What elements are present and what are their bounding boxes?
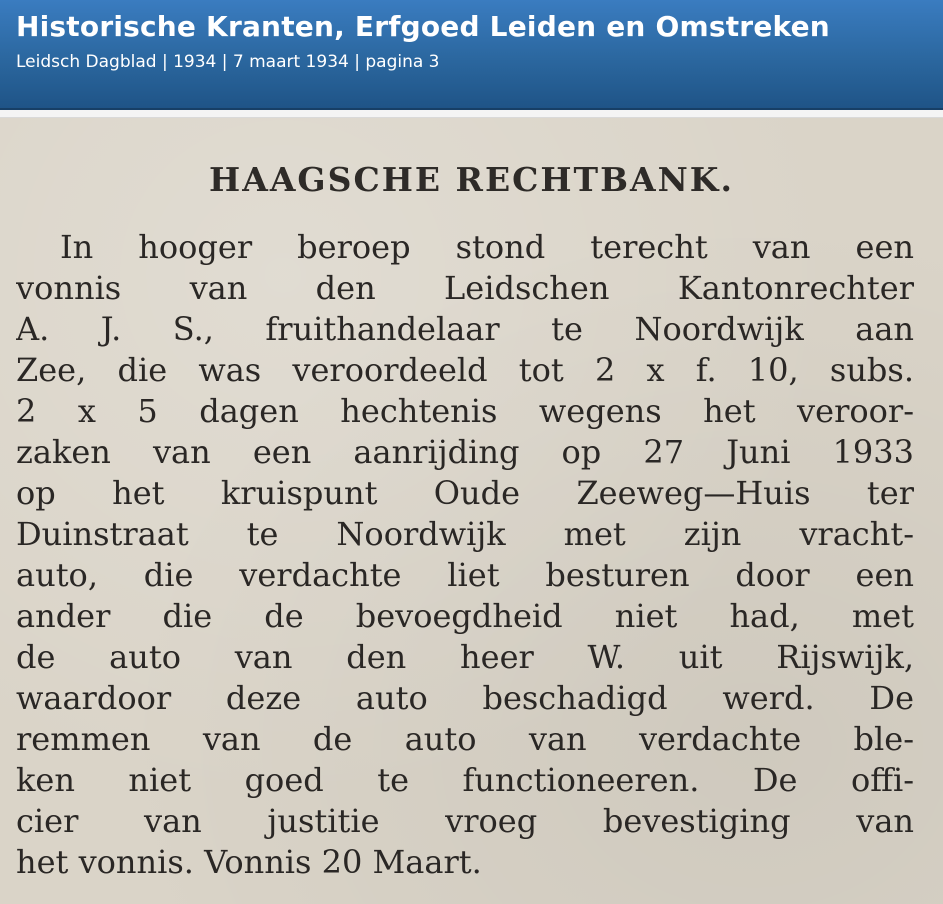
article-line: In hooger beroep stond terecht van een: [60, 228, 914, 266]
header-divider: [0, 110, 943, 118]
article-line: waardoor deze auto beschadigd werd. De: [16, 679, 914, 717]
article-line: A. J. S., fruithandelaar te Noordwijk aan: [16, 310, 914, 348]
article-line: ander die de bevoegdheid niet had, met: [16, 597, 914, 635]
article-body: [16, 227, 914, 883]
article-line: auto, die verdachte liet besturen door een: [16, 556, 914, 594]
article-line: op het kruispunt Oude Zeeweg—Huis ter: [16, 474, 914, 512]
article-line: zaken van een aanrijding op 27 Juni 1933: [16, 433, 914, 471]
article-line: de auto van den heer W. uit Rijswijk,: [16, 638, 914, 676]
article-heading: HAAGSCHE RECHTBANK.: [209, 160, 734, 199]
site-header: [0, 0, 943, 110]
article-line: ken niet goed te functioneeren. De offi-: [16, 761, 914, 799]
article-line: 2 x 5 dagen hechtenis wegens het veroor-: [16, 392, 914, 430]
article-line: remmen van de auto van verdachte ble-: [16, 720, 914, 758]
article-line: Duinstraat te Noordwijk met zijn vracht-: [16, 515, 914, 553]
site-title[interactable]: Historische Kranten, Erfgoed Leiden en Omstreken: [16, 10, 830, 43]
article-line: Zee, die was veroordeeld tot 2 x f. 10, subs.: [16, 351, 914, 389]
article-line: het vonnis. Vonnis 20 Maart.: [16, 843, 482, 881]
article-line: cier van justitie vroeg bevestiging van: [16, 802, 914, 840]
newspaper-clipping: [0, 118, 943, 904]
breadcrumb[interactable]: Leidsch Dagblad | 1934 | 7 maart 1934 | pagina 3: [16, 52, 440, 72]
article-line: vonnis van den Leidschen Kantonrechter: [16, 269, 914, 307]
